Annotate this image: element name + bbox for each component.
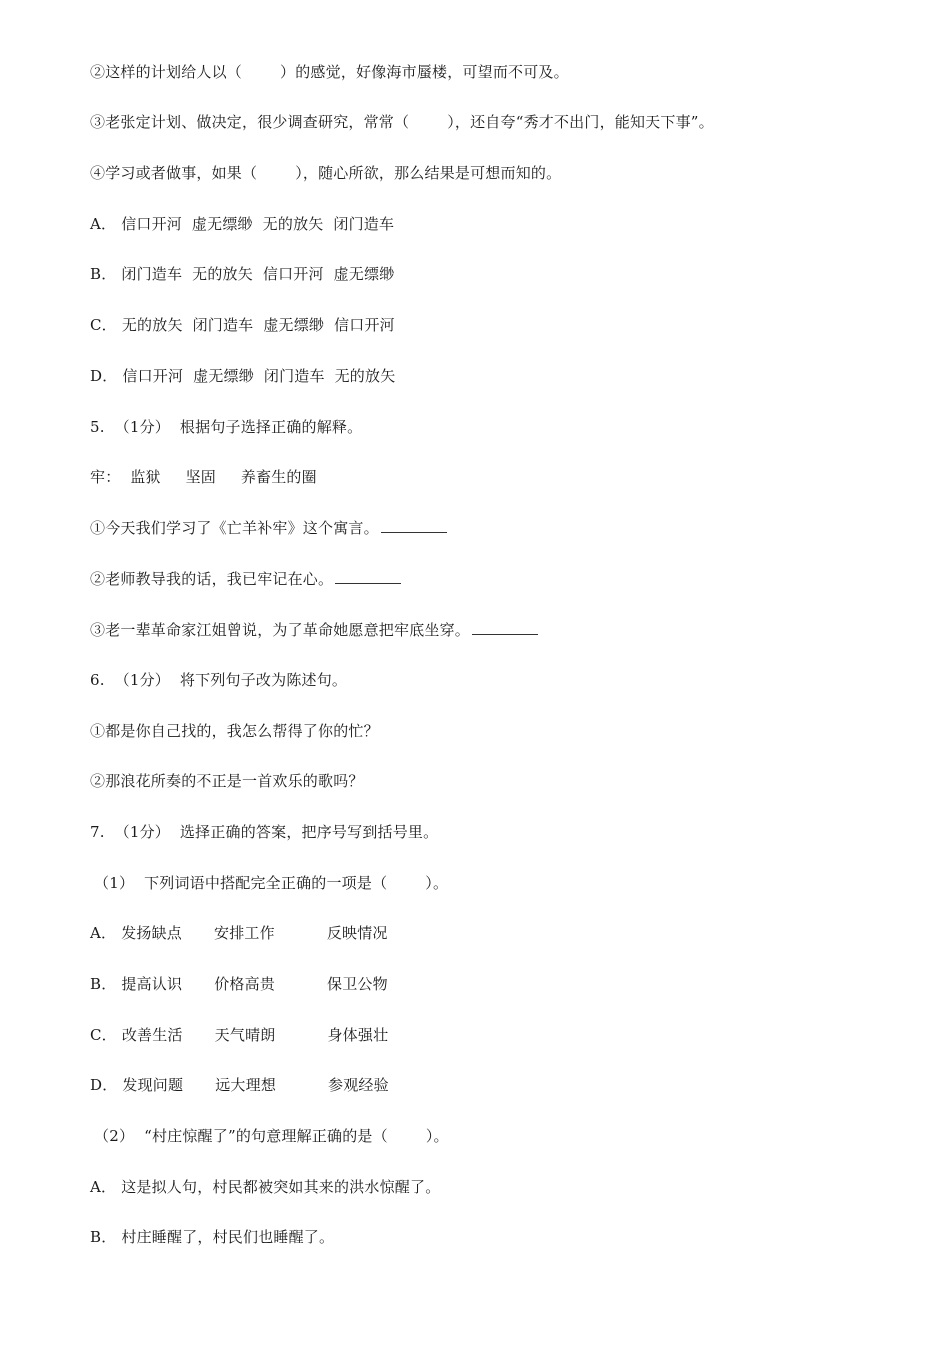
option-letter: D． <box>90 1076 118 1094</box>
q7-sub2-option-b[interactable]: B． 村庄睡醒了，村民们也睡醒了。 <box>90 1228 335 1246</box>
q5-definitions: 牢： 监狱 坚固 养畜生的圈 <box>90 468 317 486</box>
option-word: 发现问题 <box>122 1076 184 1094</box>
q4-item-2 <box>90 61 569 83</box>
q7-sub1-text-b: ）。 <box>425 874 449 892</box>
q5-sentence-2-text: ②老师教导我的话，我已牢记在心。 <box>90 570 334 588</box>
q4-item-2-text-a: ②这样的计划给人以（ <box>90 63 243 81</box>
q7-sub2-prompt <box>94 1125 449 1147</box>
option-word: 保卫公物 <box>327 975 388 993</box>
option-letter: A． <box>90 924 117 942</box>
option-letter: B． <box>90 975 117 993</box>
q7-sub1-option-d[interactable] <box>90 1074 389 1096</box>
option-word: 改善生活 <box>121 1026 183 1044</box>
q5-sentence-3-text: ③老一辈革命家江姐曾说，为了革命她愿意把牢底坐穿。 <box>90 621 471 639</box>
q4-item-3-text-a: ③老张定计划、做决定，很少调查研究，常常（ <box>90 113 410 131</box>
answer-blank[interactable] <box>335 569 401 584</box>
option-word: 安排工作 <box>214 924 275 942</box>
option-word: 天气晴朗 <box>214 1026 276 1044</box>
q7-heading: 7. （1分） 选择正确的答案，把序号写到括号里。 <box>90 823 439 841</box>
option-word: 价格高贵 <box>214 975 276 993</box>
q5-sentence-3 <box>90 619 538 641</box>
answer-blank[interactable] <box>381 518 447 533</box>
q4-item-3 <box>90 111 714 133</box>
q5-heading: 5. （1分） 根据句子选择正确的解释。 <box>90 418 363 436</box>
q5-sentence-2 <box>90 568 401 590</box>
q6-sentence-2: ②那浪花所奏的不正是一首欢乐的歌吗？ <box>90 772 364 790</box>
q4-option-b[interactable]: B． 闭门造车 无的放矢 信口开河 虚无缥缈 <box>90 265 395 283</box>
q7-sub1-text-a: （1） 下列词语中搭配完全正确的一项是（ <box>94 874 388 892</box>
option-word: 远大理想 <box>215 1076 277 1094</box>
q4-option-d[interactable]: D． 信口开河 虚无缥缈 闭门造车 无的放矢 <box>90 367 396 385</box>
q7-sub1-option-c[interactable] <box>90 1024 388 1046</box>
q7-sub2-option-a[interactable]: A． 这是拟人句，村民都被突如其来的洪水惊醒了。 <box>90 1178 441 1196</box>
q4-item-3-text-b: ），还自夸“秀才不出门，能知天下事”。 <box>447 113 714 131</box>
q5-sentence-1 <box>90 517 447 539</box>
q4-item-4 <box>90 162 561 184</box>
q7-sub1-option-b[interactable] <box>90 973 388 995</box>
q7-sub1-prompt <box>94 872 448 894</box>
option-word: 身体强壮 <box>327 1026 389 1044</box>
q4-item-4-text-a: ④学习或者做事，如果（ <box>90 164 258 182</box>
option-letter: C． <box>90 1026 117 1044</box>
q4-item-2-text-b: ）的感觉，好像海市蜃楼，可望而不可及。 <box>280 63 569 81</box>
q7-sub1-option-a[interactable] <box>90 922 388 944</box>
q4-option-c[interactable]: C． 无的放矢 闭门造车 虚无缥缈 信口开河 <box>90 316 395 334</box>
q6-heading: 6. （1分） 将下列句子改为陈述句。 <box>90 671 348 689</box>
q7-sub2-text-a: （2） “村庄惊醒了”的句意理解正确的是（ <box>94 1127 388 1145</box>
option-word: 反映情况 <box>326 924 388 942</box>
option-word: 参观经验 <box>328 1076 389 1094</box>
option-word: 提高认识 <box>121 975 183 993</box>
q5-sentence-1-text: ①今天我们学习了《亡羊补牢》这个寓言。 <box>90 519 379 537</box>
q4-option-a[interactable]: A． 信口开河 虚无缥缈 无的放矢 闭门造车 <box>90 215 395 233</box>
option-word: 发扬缺点 <box>121 924 183 942</box>
q7-sub2-text-b: ）。 <box>425 1127 449 1145</box>
q6-sentence-1: ①都是你自己找的，我怎么帮得了你的忙？ <box>90 722 379 740</box>
q4-item-4-text-b: ），随心所欲，那么结果是可想而知的。 <box>295 164 562 182</box>
answer-blank[interactable] <box>472 620 538 635</box>
